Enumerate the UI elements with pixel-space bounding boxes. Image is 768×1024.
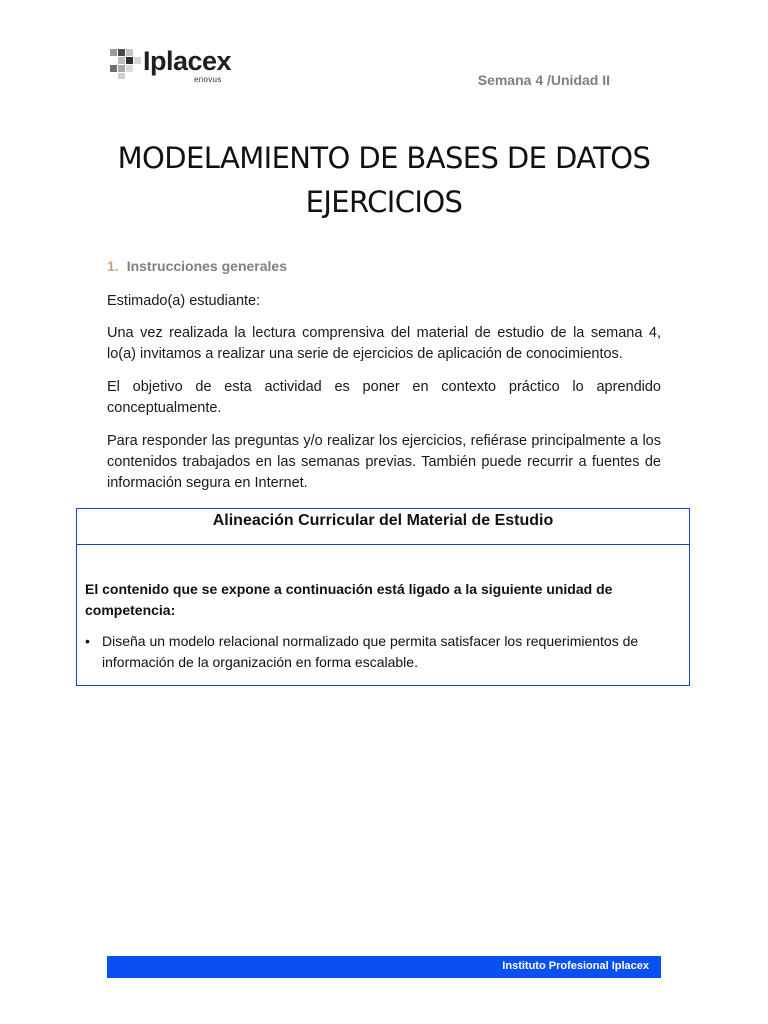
- logo-wordmark: Iplacex: [143, 46, 232, 76]
- instructions-paragraph: Para responder las preguntas y/o realizar los ejercicios, refiérase principalmente a los contenidos trabajados en las semanas previas. También puede recurrir a fuentes de información segura en Internet.: [107, 433, 661, 491]
- logo-subtitle: enovus: [194, 75, 222, 84]
- logo-grid-icon: [110, 49, 142, 79]
- curricular-alignment-box: [76, 508, 690, 686]
- bullet-dot-icon: •: [85, 633, 90, 649]
- week-unit-label: Semana 4 /Unidad II: [477, 72, 610, 88]
- greeting-paragraph: Estimado(a) estudiante:: [107, 293, 261, 309]
- competency-bullet: [85, 631, 685, 673]
- section-heading-text: Instrucciones generales: [126, 258, 287, 274]
- title-line-2: EJERCICIOS: [305, 185, 463, 219]
- objective-paragraph: El objetivo de esta actividad es poner en contexto práctico lo aprendido conceptualmente.: [107, 379, 661, 416]
- footer-bar: [107, 956, 661, 978]
- curricular-box-heading: Alineación Curricular del Material de Estudio: [77, 509, 689, 545]
- competency-lead-text: El contenido que se expone a continuación está ligado a la siguiente unidad de competencia:: [85, 581, 613, 618]
- iplacex-logo: [110, 47, 250, 87]
- section-number: 1.: [107, 258, 119, 274]
- footer-institution-text: Instituto Profesional Iplacex: [502, 960, 649, 972]
- page-title: [0, 136, 768, 224]
- competency-bullet-text: Diseña un modelo relacional normalizado que permita satisfacer los requerimientos de información de la organización en forma escalable.: [102, 633, 639, 670]
- title-line-1: MODELAMIENTO DE BASES DE DATOS: [117, 141, 651, 175]
- section-heading: [107, 258, 287, 274]
- reading-paragraph: Una vez realizada la lectura comprensiva del material de estudio de la semana 4, lo(a) invitamos a realizar una serie de ejercicios de aplicación de conocimientos.: [107, 325, 661, 362]
